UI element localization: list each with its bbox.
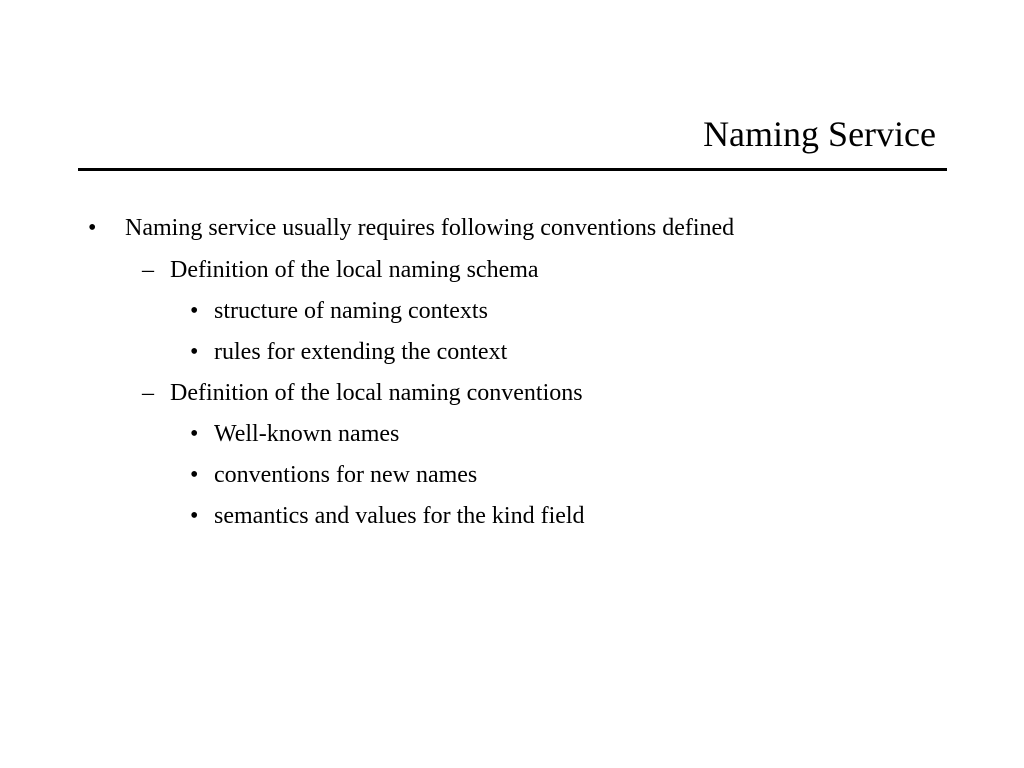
sub-bullet-text: Definition of the local naming schema [170,257,539,283]
sub-bullet-text: Definition of the local naming conventions [170,380,583,406]
bullet-marker: • [190,421,199,447]
bullet-marker: • [190,503,199,529]
sub-sub-bullet-text: structure of naming contexts [214,298,488,324]
bullet-marker: • [190,462,199,488]
dash-marker: – [142,257,154,283]
bullet-marker: • [88,215,97,241]
sub-sub-bullet-text: Well-known names [214,421,400,447]
sub-sub-bullet-text: rules for extending the context [214,339,508,365]
bullet-marker: • [190,339,199,365]
sub-sub-bullet-text: semantics and values for the kind field [214,503,585,529]
slide-title: Naming Service [703,114,936,154]
sub-sub-bullet-text: conventions for new names [214,462,478,488]
bullet-text: Naming service usually requires following conventions defined [125,215,735,241]
dash-marker: – [142,380,154,406]
bullet-marker: • [190,298,199,324]
